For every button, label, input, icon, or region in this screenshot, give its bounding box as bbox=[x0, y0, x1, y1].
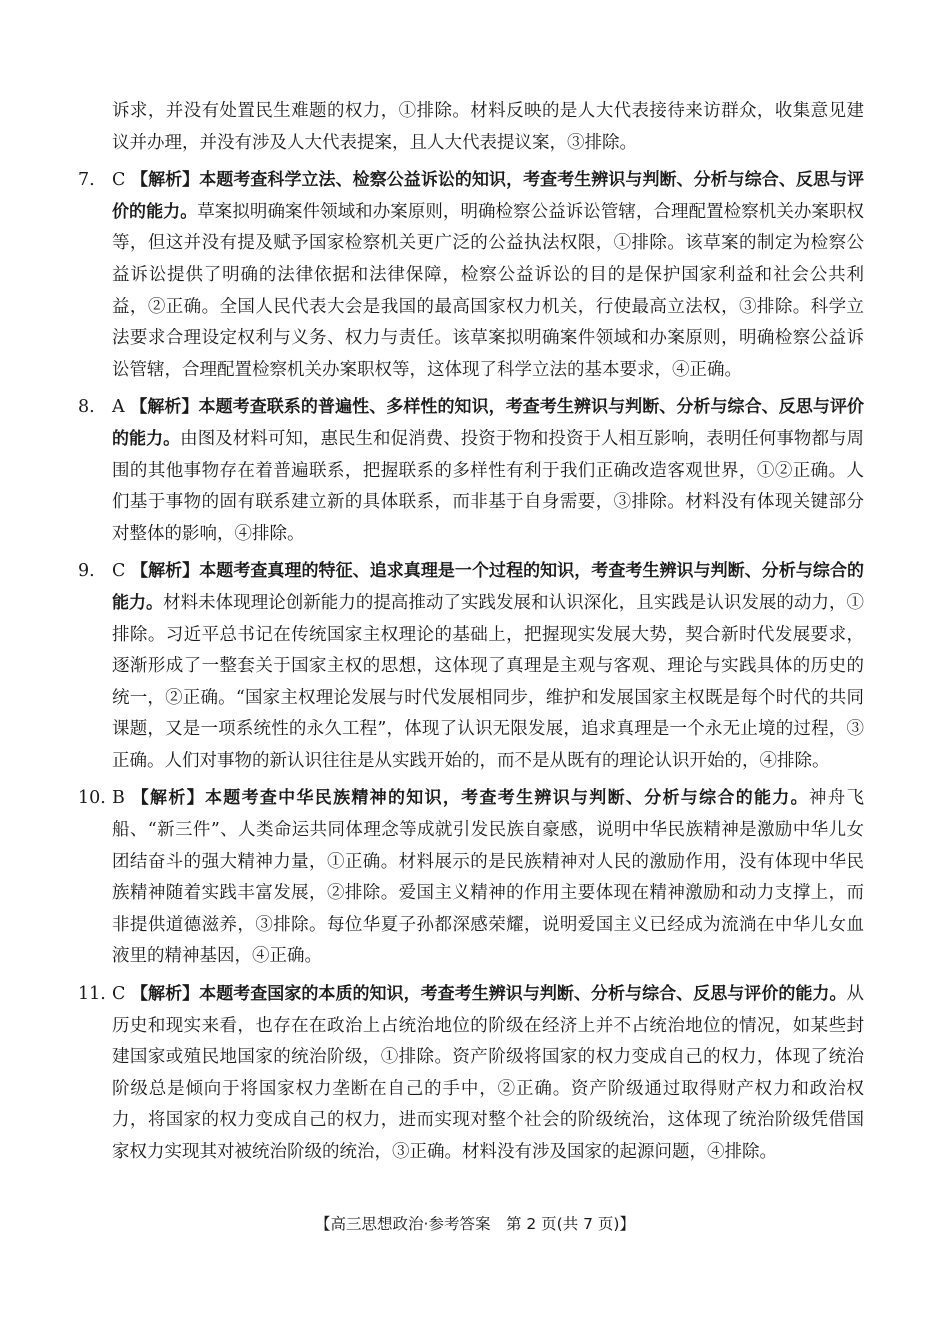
item-number: 7. bbox=[78, 170, 95, 191]
analysis-body: 草案拟明确案件领域和办案原则，明确检察公益诉讼管辖，合理配置检察机关办案职权等，但这并没有提及赋予国家检察机关更广泛的公益执法权限，①排除。该草案的制定为检察公益诉讼提供了明确的法律依据和法律保障，检察公益诉讼的目的是保护国家利益和社会公共利益，②正确。全国人民代表大会是我国的最高国家权力机关，行使最高立法权，③排除。科学立法要求合理设定权利与义务、权力与责任。该草案拟明确案件领域和办案原则，明确检察公益诉讼管辖，合理配置检察机关办案职权等，这体现了科学立法的基本要求，④正确。 bbox=[112, 201, 865, 380]
answer-item-11 bbox=[78, 979, 864, 1169]
analysis-lead: 本题考查联系的普遍性、多样性的知识，考查考生辨识与判断、分析与综合、反思与评价的能力。 bbox=[112, 397, 865, 449]
analysis-label: 【解析】 bbox=[130, 397, 199, 418]
answer-content bbox=[78, 96, 864, 1169]
item-number: 10. bbox=[78, 788, 106, 809]
item-number: 9. bbox=[78, 561, 95, 582]
answer-item-9 bbox=[78, 556, 864, 777]
continued-paragraph: 诉求，并没有处置民生难题的权力，①排除。材料反映的是人大代表接待来访群众，收集意见建议并办理，并没有涉及人大代表提案，且人大代表提议案，③排除。 bbox=[112, 101, 864, 153]
item-answer: B bbox=[112, 788, 125, 809]
page-footer: 【高三思想政治·参考答案 第 2 页(共 7 页)】 bbox=[315, 1215, 635, 1233]
answer-item-10 bbox=[78, 783, 864, 973]
item-number: 8. bbox=[78, 397, 95, 418]
item-answer: C bbox=[112, 170, 126, 191]
item-answer: C bbox=[112, 561, 126, 582]
answer-item-7 bbox=[78, 165, 864, 386]
analysis-lead: 本题考查国家的本质的知识，考查考生辨识与判断、分析与综合、反思与评价的能力。 bbox=[199, 984, 847, 1005]
analysis-label: 【解析】 bbox=[131, 170, 200, 191]
analysis-label: 【解析】 bbox=[131, 984, 200, 1005]
analysis-label: 【解析】 bbox=[131, 788, 205, 809]
item-answer: A bbox=[112, 397, 125, 418]
analysis-body: 从历史和现实来看，也存在在政治上占统治地位的阶级在经济上并不占统治地位的情况，如某些封建国家或殖民地国家的统治阶级，①排除。资产阶级将国家的权力变成自己的权力，体现了统治阶级总是倾向于将国家权力垄断在自己的手中，②正确。资产阶级通过取得财产权力和政治权力，将国家的权力变成自己的权力，进而实现对整个社会的阶级统治，这体现了统治阶级凭借国家权力实现其对被统治阶级的统治，③正确。材料没有涉及国家的起源问题，④排除。 bbox=[112, 984, 865, 1162]
analysis-label: 【解析】 bbox=[131, 561, 200, 582]
analysis-body: 材料未体现理论创新能力的提高推动了实践发展和认识深化，且实践是认识发展的动力，①排除。习近平总书记在传统国家主权理论的基础上，把握现实发展大势，契合新时代发展要求，逐渐形成了一整套关于国家主权的思想，这体现了真理是主观与客观、理论与实践具体的历史的统一，②正确。“国家主权理论发展与时代发展相同步，维护和发展国家主权既是每个时代的共同课题，又是一项系统性的永久工程”，体现了认识无限发展，追求真理是一个永无止境的过程，③正确。人们对事物的新认识往往是从实践开始的，而不是从既有的理论认识开始的，④排除。 bbox=[112, 592, 865, 771]
analysis-body: 神舟飞船、“新三件”、人类命运共同体理念等成就引发民族自豪感，说明中华民族精神是激励中华儿女团结奋斗的强大精神力量，①正确。材料展示的是民族精神对人民的激励作用，没有体现中华民族精神随着实践丰富发展，②排除。爱国主义精神的作用主要体现在精神激励和动力支撑上，而非提供道德滋养，③排除。每位华夏子孙都深感荣耀，说明爱国主义已经成为流淌在中华儿女血液里的精神基因，④正确。 bbox=[112, 788, 865, 967]
analysis-lead: 本题考查真理的特征、追求真理是一个过程的知识，考查考生辨识与判断、分析与综合的能力。 bbox=[112, 561, 865, 613]
answer-item-8 bbox=[78, 392, 864, 550]
item-answer: C bbox=[112, 984, 126, 1005]
analysis-body: 由图及材料可知，惠民生和促消费、投资于物和投资于人相互影响，表明任何事物都与周围的其他事物存在着普遍联系，把握联系的多样性有利于我们正确改造客观世界，①②正确。人们基于事物的固有联系建立新的具体联系，而非基于自身需要，③排除。材料没有体现关键部分对整体的影响，④排除。 bbox=[112, 428, 865, 544]
analysis-lead: 本题考查中华民族精神的知识，考查考生辨识与判断、分析与综合的能力。 bbox=[204, 788, 809, 809]
item-number: 11. bbox=[78, 984, 106, 1005]
analysis-lead: 本题考查科学立法、检察公益诉讼的知识，考查考生辨识与判断、分析与综合、反思与评价的能力。 bbox=[112, 170, 865, 222]
